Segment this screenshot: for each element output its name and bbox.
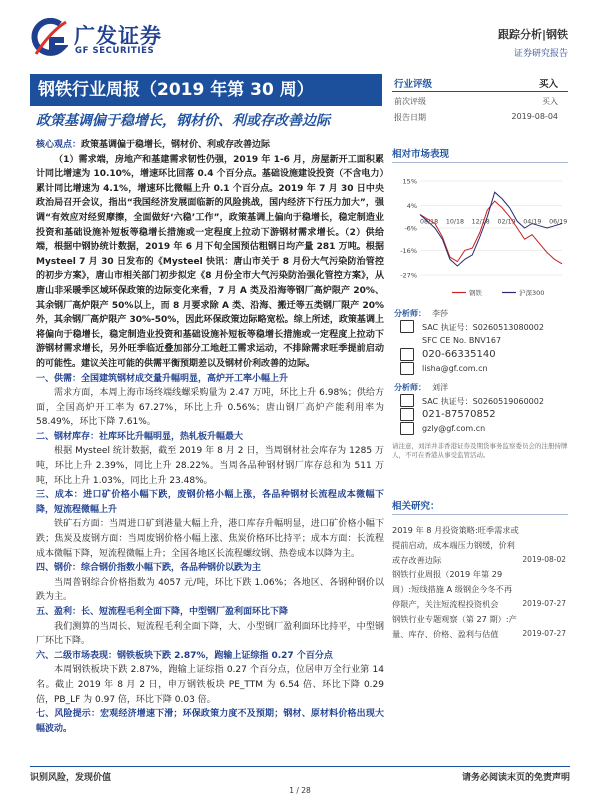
series-line-2 [420,192,562,266]
analyst-1-phone [392,348,568,362]
rating-label: 行业评级 [394,79,433,90]
footer-divider [30,766,570,767]
analyst-2-phone [392,408,568,422]
y-tick-label: 15% [402,177,417,186]
x-tick-label: 04/19 [523,218,542,226]
report-date-value: 2019-08-04 [511,112,558,121]
related-item-date: 2019-07-27 [522,628,566,638]
x-tick-label: 08/18 [420,218,439,226]
company-logo [30,18,180,60]
related-item[interactable] [392,523,568,567]
series-line-1 [420,201,562,264]
logo-text-cn: 广发证券 [74,24,162,48]
analyst-2-phone-text: 021-87570852 [422,409,496,420]
related-item-date: 2019-08-02 [522,554,566,564]
section-3-head: 三、成本：进口矿价格小幅下跌，废钢价格小幅上涨，各品种钢材长流程成本微幅下降，短流程微幅上升 [36,490,384,515]
phone-icon [400,348,414,361]
section-2-text: 根据 Mysteel 统计数据，截至 2019 年 8 月 2 日，当周钢材社会库存为 1285 万吨，环比上升 2.39%，同比上升 28.22%。当周各品种钢材钢厂库存总和为 511 万吨，环比上升 1.03%，同比上升 23.48%。 [36,446,384,486]
related-item-title[interactable]: 钢铁行业周报（2019 年第 29 周）:短线措施 A 级钢企今冬不再停限产，关注短流程投资机会 [392,569,513,609]
analyst-1-label: 分析师： [394,309,426,318]
id-card-icon [400,320,414,333]
analyst-1-email-text[interactable]: lisha@gf.com.cn [422,364,488,373]
section-3-text: 铁矿石方面：当周进口矿到港量大幅上升，港口库存升幅明显，进口矿价格小幅下跌；焦炭及废钢方面：当周废钢价格小幅上涨、焦炭价格环比持平；成本方面：长流程成本微幅下降，短流程微幅上升；全国各地区长流程螺纹钢、热卷成本以降为主。 [36,519,384,559]
footer-slogan: 识别风险，发现价值 [30,773,112,783]
related-research [392,498,568,641]
analyst-2-name: 刘洋 [432,383,448,392]
y-tick-label: -27% [400,271,417,280]
section-5-head: 五、盈利：长、短流程毛利全面下降，中型钢厂盈利面环比下降 [36,607,289,617]
related-item[interactable] [392,567,568,611]
report-title: 钢铁行业周报（2019 年第 30 周） [30,74,382,106]
performance-section [392,146,568,303]
analyst-2-email [392,422,568,436]
analyst-1-name: 李莎 [432,309,448,318]
analyst-1-email [392,362,568,376]
section-5-text: 我们测算的当周长、短流程毛利全面下降，大、小型钢厂盈利面环比持平，中型钢厂环比下降。 [36,621,384,647]
prev-rating-row [392,94,568,108]
analyst-2-sac-text: SAC 执证号：S0260519060002 [422,397,544,406]
y-tick-label: 4% [406,202,417,211]
section-2-head: 二、钢材库存：社库环比升幅明显，热轧板升幅最大 [36,431,244,442]
analyst-1-sfc [392,334,568,348]
section-4-text: 当周普钢综合价格指数为 4057 元/吨，环比下跌 1.06%；各地区、各钢种钢价以跌为主。 [36,577,384,603]
analyst-disclaimer: 请注意，刘洋并非香港证券及期货事务监察委员会的注册持牌人，不可在香港从事受监管活动。 [392,442,568,459]
related-item-title[interactable]: 2019 年 8 月投资策略:旺季需求或提前启动，成本端压力钢缓，价利或存改善边际 [392,525,519,565]
rating-row [392,74,568,92]
performance-chart [392,173,568,303]
analyst-2-email-text[interactable]: gzly@gf.com.cn [422,424,486,433]
related-item-title[interactable]: 钢铁行业专题观察（第 27 期）:产量、库存、价格、盈利与估值 [392,613,517,639]
section-7-head: 七、风险提示：宏观经济增速下滑；环保政策力度不及预期；钢材、原材料价格出现大幅波动。 [36,709,384,734]
x-tick-label: 06/19 [549,218,568,226]
analyst-2-sac [392,394,568,408]
section-1-head: 一、供需：全国建筑钢材成交量升幅明显，高炉开工率小幅上升 [36,373,289,384]
related-item[interactable] [392,612,568,642]
y-tick-label: -6% [404,224,417,233]
id-card-icon [400,394,414,407]
footer-disclaimer-link[interactable]: 请务必阅读末页的免责声明 [461,773,570,783]
logo-text-en: GF SECURITIES [75,46,155,56]
x-tick-label: 10/18 [445,218,464,226]
prev-rating-label: 前次评级 [394,97,426,106]
page-number: 1 / 28 [289,786,311,795]
section-6-text: 本周钢铁板块下跌 2.87%，跑输上证综指 0.27 个百分点，位居申万全行业第 14 名。截止 2019 年 8 月 2 日，申万钢铁板块 PE_TTM 为 6.54 倍、环比下降 0.29 倍，PB_LF 为 0.97 倍，环比下降 0.03 倍。 [36,665,384,705]
related-title: 相关研究： [392,498,568,515]
summary-paragraph: （1）需求端，房地产和基建需求韧性仍强，2019 年 1-6 月，房屋新开工面积累计同比增速为 10.10%，增速环比回落 0.4 个百分点。基础设施建设投资（不含电力）累计同比增速为 4.1%，增速环比微幅上升 0.1 个百分点。2019 年 7 月 30 日中央政治局召开会议，指出“我国经济发展面临新的风险挑战，国内经济下行压力加大”，强调“有效应对经贸摩擦，全面做好‘六稳’工作”，政策基调上偏向于稳增长，稳定制造业投资和基础设施补短板等稳增长措施或一定程度上拉动下游钢材需求增长。（2）供给端，根据中钢协统计数据，2019 年 6 月下旬全国预估粗钢日均产量 281 万吨。根据 Mysteel 7 月 30 日发布的《Mysteel 快讯：唐山市关于 8 月份大气污染防治管控的初步方案》，唐山市相关部门初步拟定《8 月份全市大气污染防治强化管控方案》，从唐山非采暖季区域环保政策的边际变化来看，7 月 A 类及沿海等钢厂高炉限产 20%、其余钢厂高炉限产 50%以上，而 8 月要求除 A 类、沿海、搬迁等五类钢厂限产 20%外，其余钢厂高炉限产 30%-50%，因此环保政策边际略宽松。综上所述，政策基调上将偏向于稳增长，稳定制造业投资和基础设施补短板等稳增长措施或一定程度上拉动下游钢材需求增长，另外旺季临近叠加部分工地赶工需求运动，不排除需求旺季提前启动的可能性。建议关注可能的供需平衡预期差以及钢材价利改善的边际。 [36,154,384,369]
y-tick-label: -16% [400,246,417,255]
report-date-label: 报告日期 [394,113,426,122]
report-kind: 证券研究报告 [513,49,568,59]
section-6-head: 六、二级市场表现：钢铁板块下跌 2.87%，跑输上证综指 0.27 个百分点 [36,650,333,661]
analyst-2-label: 分析师： [394,383,426,392]
related-item-date: 2019-07-27 [522,598,566,608]
main-content [36,138,384,736]
legend-label: 钢铁 [469,289,482,297]
analyst-1-row [392,306,568,320]
prev-rating-value: 买入 [542,97,558,106]
email-icon [400,362,414,375]
performance-title: 相对市场表现 [392,146,568,163]
summary [36,138,384,153]
summary-label: 核心观点： [36,140,82,150]
analyst-1-sfc-text: SFC CE No. BNV167 [422,336,502,345]
email-icon [400,422,414,435]
phone-icon [400,408,414,421]
analyst-2-row [392,380,568,394]
section-4-head: 四、钢价：综合钢价指数小幅下跌，各品种钢价以跌为主 [36,563,262,574]
analyst-1-sac-text: SAC 执证号：S0260513080002 [422,323,544,332]
analyst-section [392,306,568,460]
rating-value: 买入 [538,79,558,90]
x-tick-label: 12/18 [471,218,490,226]
analyst-1-sac [392,320,568,334]
performance-chart-svg [392,173,568,303]
sidebar [392,74,568,639]
summary-text: 政策基调偏于稳增长，钢材价、利或存改善边际 [81,140,271,150]
legend-label: 沪深300 [519,289,545,297]
related-list [392,523,568,641]
x-tick-label: 02/19 [497,218,516,226]
report-type: 跟踪分析|钢铁 [497,28,568,41]
analyst-1-phone-text: 020-66335140 [422,349,496,360]
report-subtitle: 政策基调偏于稳增长，钢材价、利或存改善边际 [36,113,330,129]
section-1-text: 需求方面，本周上海市场终端线螺采购量为 2.47 万吨，环比上升 6.98%；供给方面，全国高炉开工率为 67.27%，环比上升 0.56%；唐山钢厂高炉产能利用率为 58.49%，环比下降 7.61%。 [36,388,384,428]
report-date-row [392,110,568,124]
gf-logo-icon [30,18,68,58]
